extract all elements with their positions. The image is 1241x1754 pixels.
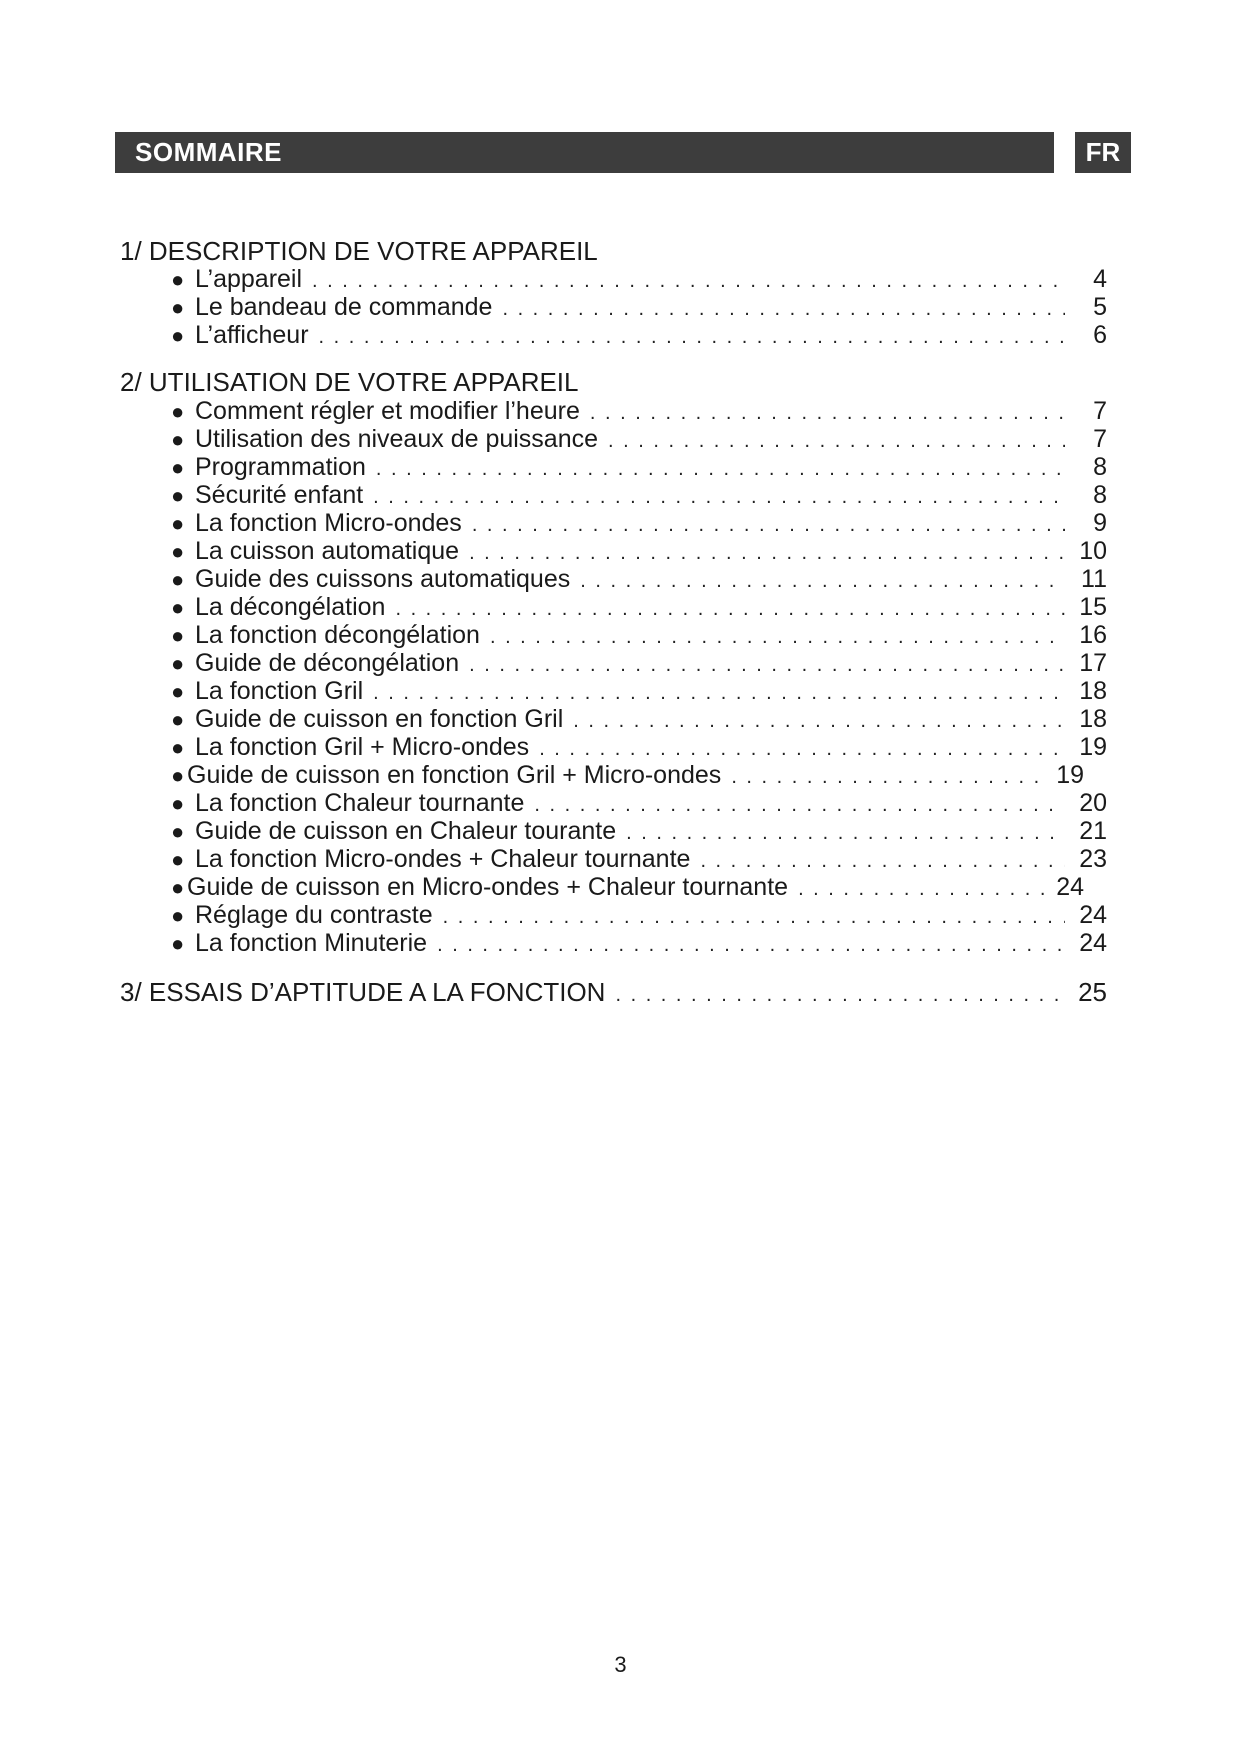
toc-entry-label: Guide de cuisson en Micro-ondes + Chaleur tournante — [187, 873, 789, 901]
dot-leader — [608, 427, 1065, 455]
bullet-icon: ● — [171, 931, 185, 956]
bullet-icon: ● — [171, 567, 185, 592]
toc-section-title: 3/ ESSAIS D’APTITUDE A LA FONCTION — [120, 977, 606, 1007]
page-number: 3 — [614, 1652, 627, 1677]
toc-entry-page: 4 — [1093, 265, 1107, 293]
toc-entry-page: 21 — [1079, 817, 1107, 845]
toc-entry-page: 11 — [1081, 565, 1107, 593]
toc-entry[interactable] — [171, 481, 1107, 509]
toc-entry-label: La fonction Minuterie — [195, 929, 428, 957]
dot-leader — [502, 295, 1065, 323]
toc-entry[interactable] — [171, 817, 1107, 845]
toc-entry-label: L’appareil — [195, 265, 303, 293]
bullet-icon: ● — [171, 791, 185, 816]
toc-entry-page: 20 — [1079, 789, 1107, 817]
dot-leader — [731, 763, 1046, 791]
dot-leader — [539, 735, 1065, 763]
toc-entry[interactable] — [171, 733, 1107, 761]
dot-leader — [490, 623, 1065, 651]
toc-entry-label: Guide de décongélation — [195, 649, 460, 677]
bullet-icon: ● — [171, 651, 185, 676]
toc-section-title: 2/ UTILISATION DE VOTRE APPAREIL — [120, 367, 579, 397]
toc-entry-label: La fonction Gril + Micro-ondes — [195, 733, 530, 761]
dot-leader — [395, 595, 1065, 623]
toc-entry-label: La cuisson automatique — [195, 537, 460, 565]
toc-entry[interactable] — [171, 453, 1107, 481]
toc-entry-label: Réglage du contraste — [195, 901, 433, 929]
toc-entry[interactable] — [171, 565, 1107, 593]
bullet-icon: ● — [171, 455, 185, 480]
toc-entry-label: Guide de cuisson en fonction Gril + Micro-ondes — [187, 761, 722, 789]
dot-leader — [472, 511, 1065, 539]
bullet-icon: ● — [171, 707, 185, 732]
dot-leader — [580, 567, 1065, 595]
toc-entry-label: Guide des cuissons automatiques — [195, 565, 571, 593]
bullet-icon: ● — [171, 427, 185, 452]
toc-entry-page: 5 — [1093, 293, 1107, 321]
toc-entry-label: Comment régler et modifier l’heure — [195, 397, 580, 425]
bullet-icon: ● — [171, 483, 185, 508]
bullet-icon: ● — [171, 267, 185, 292]
dot-leader — [798, 875, 1046, 903]
bullet-icon: ● — [171, 323, 185, 348]
toc-entry-label: La fonction Gril — [195, 677, 364, 705]
toc-entry-page: 17 — [1079, 649, 1107, 677]
toc-entry-page: 24 — [1056, 873, 1084, 901]
bullet-icon: ● — [171, 511, 185, 536]
bullet-icon: ● — [171, 735, 185, 760]
toc-entry-label: La fonction décongélation — [195, 621, 480, 649]
dot-leader — [373, 483, 1065, 511]
dot-leader — [312, 267, 1065, 295]
toc-entry[interactable] — [171, 873, 1084, 901]
bullet-icon: ● — [171, 903, 185, 928]
dot-leader — [534, 791, 1065, 819]
bullet-icon: ● — [171, 539, 185, 564]
toc-entry[interactable] — [171, 509, 1107, 537]
toc-entry-page: 10 — [1079, 537, 1107, 565]
dot-leader — [373, 679, 1065, 707]
dot-leader — [573, 707, 1065, 735]
toc-entry-page: 8 — [1093, 453, 1107, 481]
bullet-icon: ● — [171, 623, 185, 648]
toc-entry[interactable] — [171, 293, 1107, 321]
dot-leader — [615, 980, 1065, 1010]
toc-entry-page: 23 — [1079, 845, 1107, 873]
toc-entry-page: 24 — [1079, 901, 1107, 929]
toc-entry-label: La fonction Micro-ondes + Chaleur tournante — [195, 845, 691, 873]
bullet-icon: ● — [171, 295, 185, 320]
page-title: SOMMAIRE — [135, 137, 282, 167]
toc-entry[interactable] — [171, 761, 1084, 789]
toc-entry-label: La fonction Chaleur tournante — [195, 789, 525, 817]
toc-entry[interactable] — [171, 677, 1107, 705]
toc-entry-page: 25 — [1078, 977, 1107, 1007]
toc-entry-label: Programmation — [195, 453, 366, 481]
toc-section-entry[interactable] — [120, 977, 1107, 1007]
toc-entry[interactable] — [171, 425, 1107, 453]
toc-entry-page: 24 — [1079, 929, 1107, 957]
toc-entry-label: La fonction Micro-ondes — [195, 509, 462, 537]
bullet-icon: ● — [171, 399, 185, 424]
bullet-icon: ● — [171, 875, 185, 900]
section-header-bar — [115, 132, 1054, 173]
dot-leader — [700, 847, 1065, 875]
toc-section-title: 1/ DESCRIPTION DE VOTRE APPAREIL — [120, 236, 598, 266]
language-badge: FR — [1075, 132, 1131, 173]
toc-entry-page: 16 — [1079, 621, 1107, 649]
toc-entry-label: Le bandeau de commande — [195, 293, 493, 321]
dot-leader — [319, 323, 1065, 351]
toc-entry[interactable] — [171, 789, 1107, 817]
toc-entry[interactable] — [171, 705, 1107, 733]
toc-entry[interactable] — [171, 621, 1107, 649]
bullet-icon: ● — [171, 763, 185, 788]
dot-leader — [376, 455, 1065, 483]
toc-entry-page: 18 — [1079, 677, 1107, 705]
toc-entry-page: 8 — [1093, 481, 1107, 509]
dot-leader — [443, 903, 1065, 931]
toc-entry[interactable] — [171, 593, 1107, 621]
toc-entry[interactable] — [171, 265, 1107, 293]
dot-leader — [590, 399, 1065, 427]
toc-entry-page: 18 — [1079, 705, 1107, 733]
toc-entry[interactable] — [171, 321, 1107, 349]
dot-leader — [437, 931, 1065, 959]
toc-entry-label: Sécurité enfant — [195, 481, 364, 509]
toc-entry-label: L’afficheur — [195, 321, 309, 349]
dot-leader — [469, 651, 1065, 679]
toc-entry[interactable] — [171, 397, 1107, 425]
toc-entry-page: 7 — [1093, 397, 1107, 425]
toc-entry[interactable] — [171, 537, 1107, 565]
toc-entry-label: Guide de cuisson en fonction Gril — [195, 705, 564, 733]
bullet-icon: ● — [171, 847, 185, 872]
bullet-icon: ● — [171, 679, 185, 704]
bullet-icon: ● — [171, 819, 185, 844]
bullet-icon: ● — [171, 595, 185, 620]
toc-entry[interactable] — [171, 901, 1107, 929]
toc-entry-label: Utilisation des niveaux de puissance — [195, 425, 599, 453]
toc-entry-label: Guide de cuisson en Chaleur tourante — [195, 817, 617, 845]
toc-entry-label: La décongélation — [195, 593, 386, 621]
toc-entry[interactable] — [171, 929, 1107, 957]
toc-entry-page: 6 — [1093, 321, 1107, 349]
toc-entry-page: 15 — [1079, 593, 1107, 621]
toc-entry-page: 7 — [1093, 425, 1107, 453]
dot-leader — [626, 819, 1065, 847]
toc-entry-page: 19 — [1079, 733, 1107, 761]
toc-entry[interactable] — [171, 649, 1107, 677]
toc-entry-page: 19 — [1056, 761, 1084, 789]
dot-leader — [469, 539, 1065, 567]
toc-entry[interactable] — [171, 845, 1107, 873]
toc-entry-page: 9 — [1093, 509, 1107, 537]
